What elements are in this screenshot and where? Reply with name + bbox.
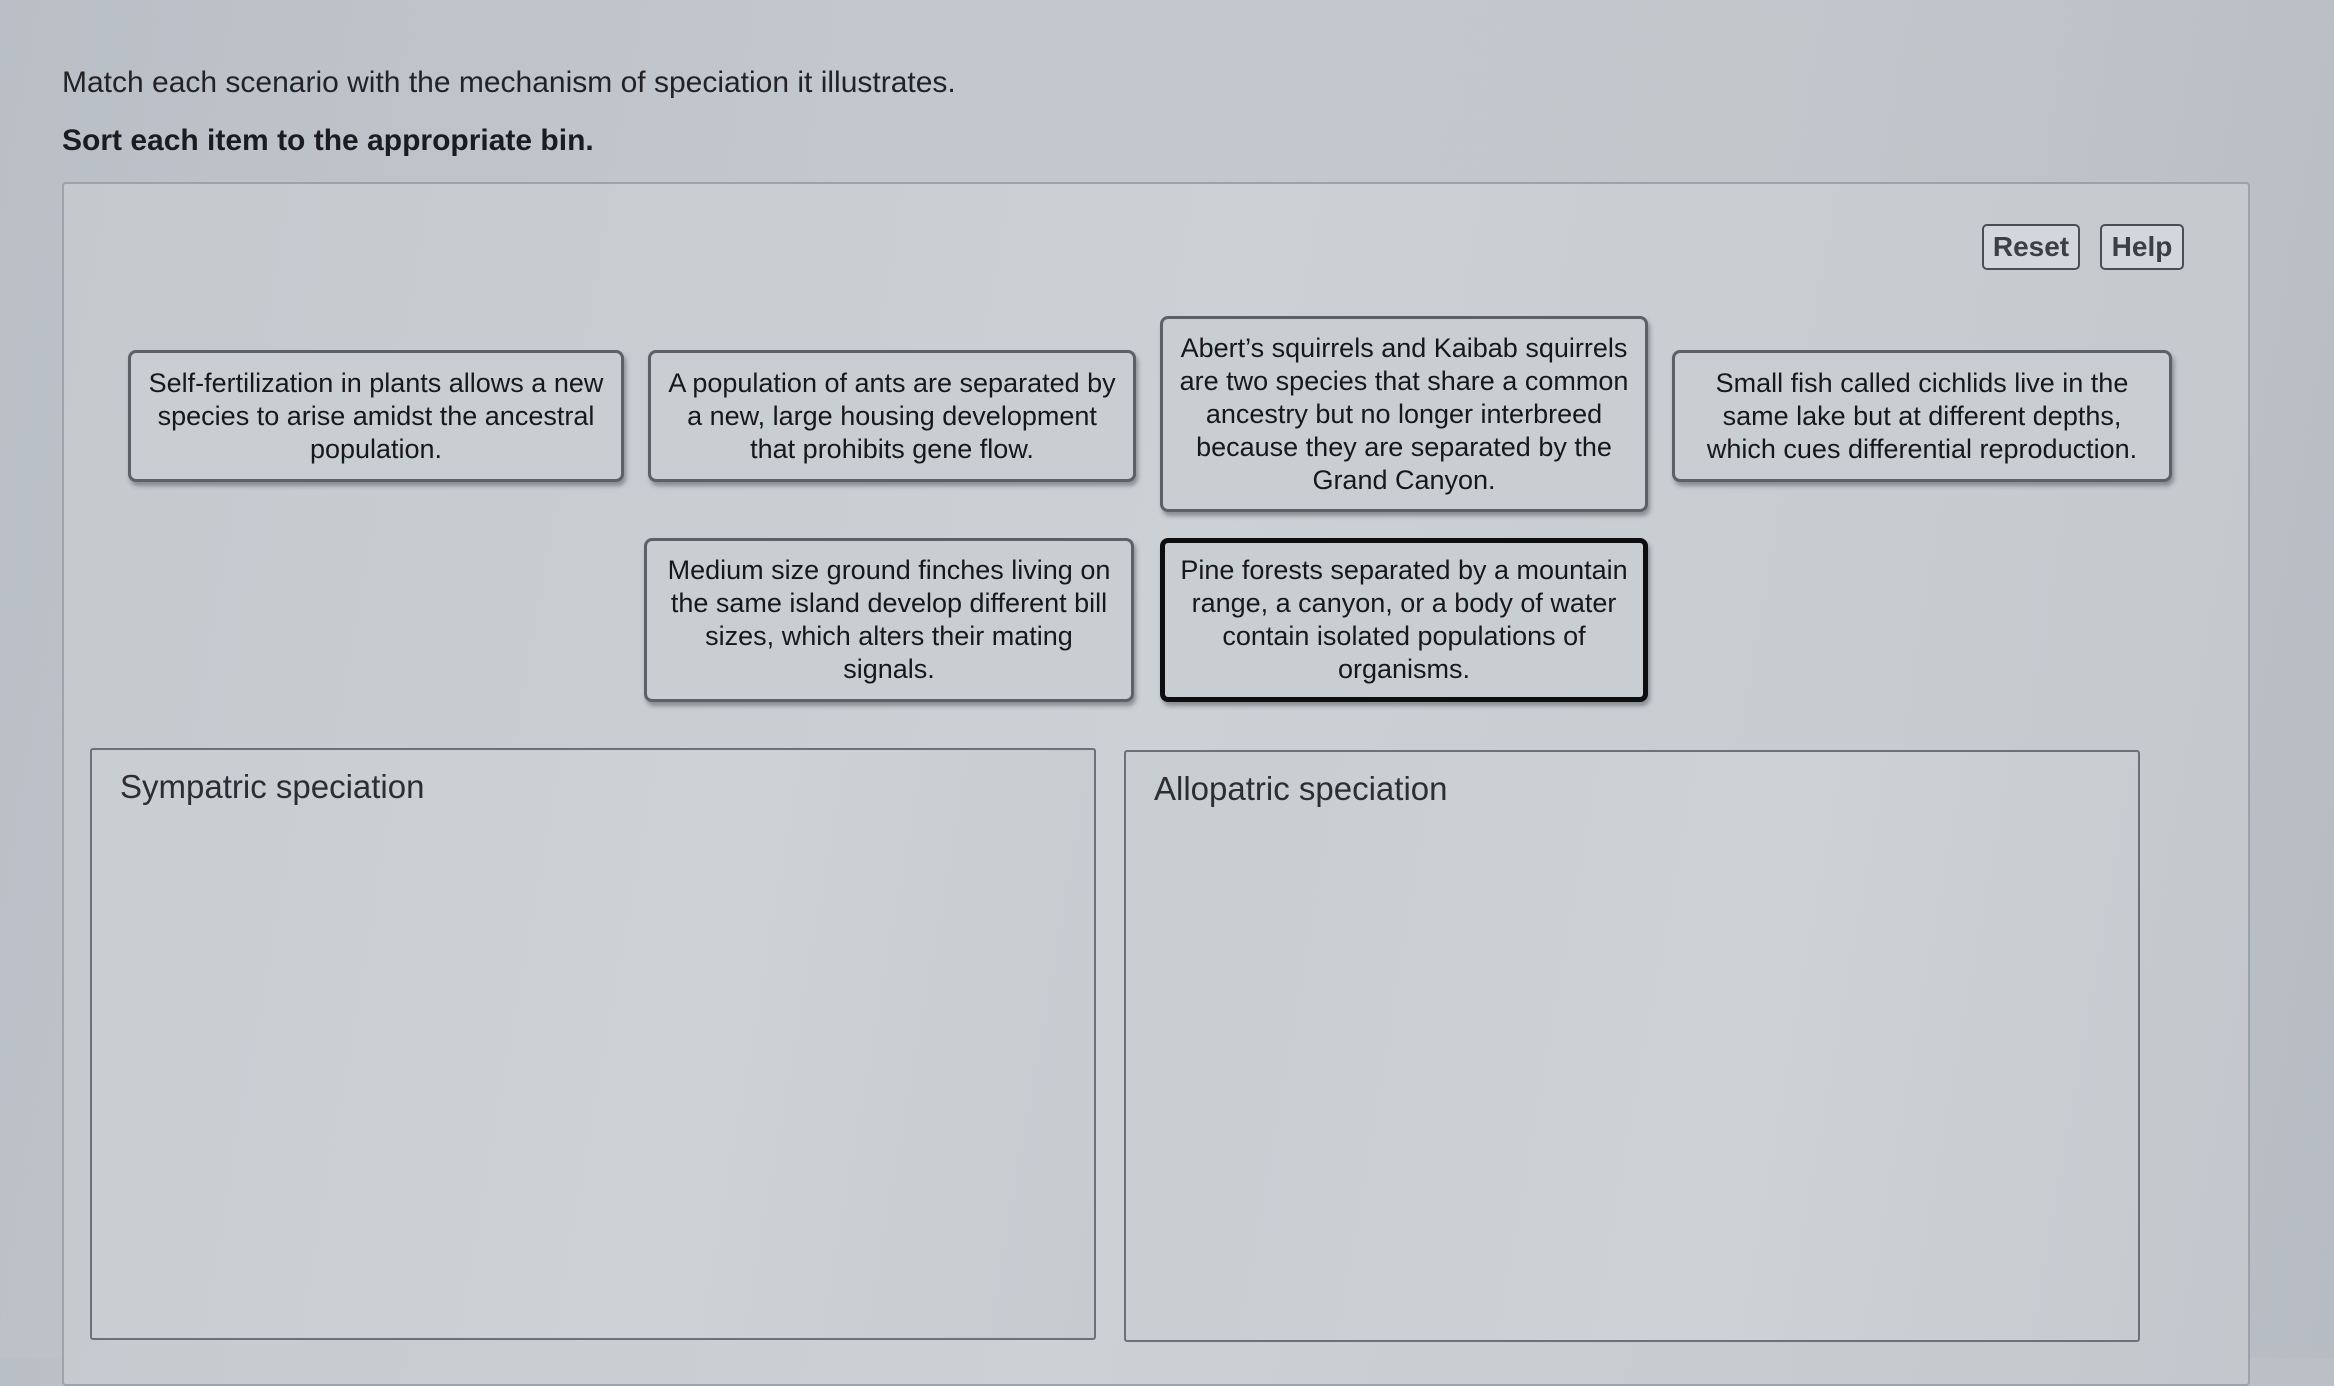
item-text: Abert’s squirrels and Kaibab squirrels are two species that share a common ancestry but no longer interbreed because they are separated by the Grand Canyon. [1179, 332, 1629, 495]
sort-instruction: Sort each item to the appropriate bin. [62, 124, 594, 157]
item-text: A population of ants are separated by a new, large housing development that prohibits gene flow. [668, 367, 1116, 464]
item-text: Self-fertilization in plants allows a new species to arise amidst the ancestral population. [148, 367, 604, 464]
draggable-item-pine-forests[interactable] [1160, 538, 1648, 702]
draggable-item-ants-housing[interactable] [648, 350, 1136, 482]
item-text: Medium size ground finches living on the same island develop different bill sizes, which alters their mating signals. [667, 555, 1111, 684]
question-prompt: Match each scenario with the mechanism of speciation it illustrates. [62, 66, 956, 99]
bin-label: Sympatric speciation [120, 768, 425, 805]
item-text: Pine forests separated by a mountain range, a canyon, or a body of water contain isolated populations of organisms. [1180, 555, 1628, 684]
help-button[interactable]: Help [2100, 224, 2184, 270]
draggable-item-self-fertilization[interactable] [128, 350, 624, 482]
draggable-item-finches[interactable] [644, 538, 1134, 702]
bin-label: Allopatric speciation [1154, 770, 1448, 807]
bin-sympatric-speciation[interactable] [90, 748, 1096, 1340]
item-text: Small fish called cichlids live in the same lake but at different depths, which cues differential reproduction. [1706, 367, 2138, 464]
reset-button[interactable]: Reset [1982, 224, 2080, 270]
bin-allopatric-speciation[interactable] [1124, 750, 2140, 1342]
draggable-item-cichlids[interactable] [1672, 350, 2172, 482]
draggable-item-squirrels-grand-canyon[interactable] [1160, 316, 1648, 512]
